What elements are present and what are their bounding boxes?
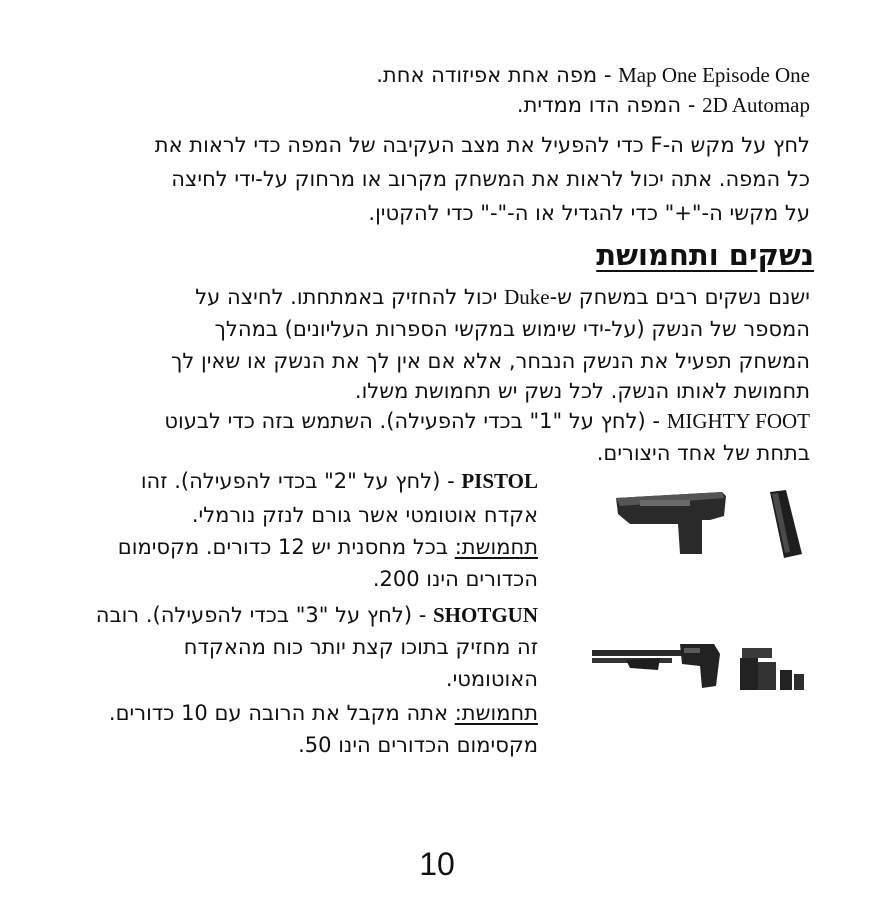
weapons-paragraph-line-2: המספר של הנשק (על-ידי שימוש במקשי הספרות העליונים) במהלך bbox=[214, 317, 810, 341]
pistol-ammo-line-2: הכדורים הינו 200. bbox=[372, 567, 538, 591]
shotgun-shells-icon bbox=[734, 644, 806, 692]
weapons-line1-before: ישנם נשקים רבים במשחק ש- bbox=[549, 285, 810, 309]
map-one-desc: - מפה אחת אפיזודה אחת. bbox=[376, 63, 619, 87]
automap-paragraph-line-2: כל המפה. אתה יכול לראות את המשחק מקרוב או מרחוק על-ידי לחיצה bbox=[171, 167, 810, 191]
shotgun-ammo-line-2: מקסימום הכדורים הינו 50. bbox=[298, 733, 538, 757]
automap-paragraph-line-3: על מקשי ה-"+" כדי להגדיל או ה-"-" כדי להקטין. bbox=[368, 201, 810, 225]
map-one-term: Map One Episode One bbox=[618, 63, 810, 87]
shotgun-name: SHOTGUN bbox=[432, 603, 538, 627]
pistol-ammo-line-1 bbox=[118, 532, 538, 562]
automap-desc: - המפה הדו ממדית. bbox=[516, 93, 703, 117]
mighty-foot-line-2: בתחת של אחד היצורים. bbox=[596, 441, 810, 465]
mighty-foot-desc: - (לחץ על "1" בכדי להפעילה). השתמש בזה כדי לבעוט bbox=[164, 409, 667, 433]
weapons-paragraph-line-3: המשחק תפעיל את הנשק הנבחר, אלא אם אין לך את הנשק או שאין לך bbox=[171, 349, 810, 373]
pistol-ammo-label: תחמושת: bbox=[454, 535, 538, 559]
pistol-line-2: אקדח אוטומטי אשר גורם לנזק נורמלי. bbox=[191, 503, 538, 527]
pistol-line-1 bbox=[141, 466, 538, 496]
mighty-foot-name: MIGHTY FOOT bbox=[666, 409, 810, 433]
mighty-foot-line-1 bbox=[164, 406, 810, 436]
page-number: 10 bbox=[419, 846, 455, 882]
weapons-line1-after: יכול להחזיק באמתחתו. לחיצה על bbox=[195, 285, 505, 309]
automap-paragraph-line-1: לחץ על מקש ה-F כדי להפעיל את מצב העקיבה של המפה כדי לראות את bbox=[154, 133, 810, 157]
automap-term: 2D Automap bbox=[702, 93, 810, 117]
automap-line bbox=[517, 90, 810, 120]
pistol-name: PISTOL bbox=[461, 469, 538, 493]
pistol-clip-icon bbox=[764, 488, 806, 560]
shotgun-ammo-label: תחמושת: bbox=[454, 701, 538, 725]
map-one-line bbox=[376, 60, 810, 90]
duke-term: Duke bbox=[504, 285, 550, 309]
shotgun-ammo-text: אתה מקבל את הרובה עם 10 כדורים. bbox=[108, 701, 455, 725]
weapons-heading: נשקים ותחמושת bbox=[596, 238, 814, 272]
shotgun-line-2: זה מחזיק בתוכו קצת יותר כוח מהאקדח bbox=[183, 635, 538, 659]
shotgun-desc: - (לחץ על "3" בכדי להפעילה). רובה bbox=[95, 603, 433, 627]
shotgun-line-3: האוטומטי. bbox=[445, 667, 538, 691]
shotgun-icon bbox=[590, 636, 724, 690]
weapons-paragraph-line-4: תחמושת לאותו הנשק. לכל נשק יש תחמושת משלו. bbox=[354, 379, 810, 403]
pistol-ammo-text: בכל מחסנית יש 12 כדורים. מקסימום bbox=[117, 535, 455, 559]
pistol-desc: - (לחץ על "2" בכדי להפעילה). זהו bbox=[140, 469, 462, 493]
shotgun-ammo-line-1 bbox=[109, 698, 538, 728]
pistol-icon bbox=[610, 484, 730, 556]
weapons-paragraph-line-1 bbox=[195, 282, 810, 312]
shotgun-line-1 bbox=[96, 600, 538, 630]
